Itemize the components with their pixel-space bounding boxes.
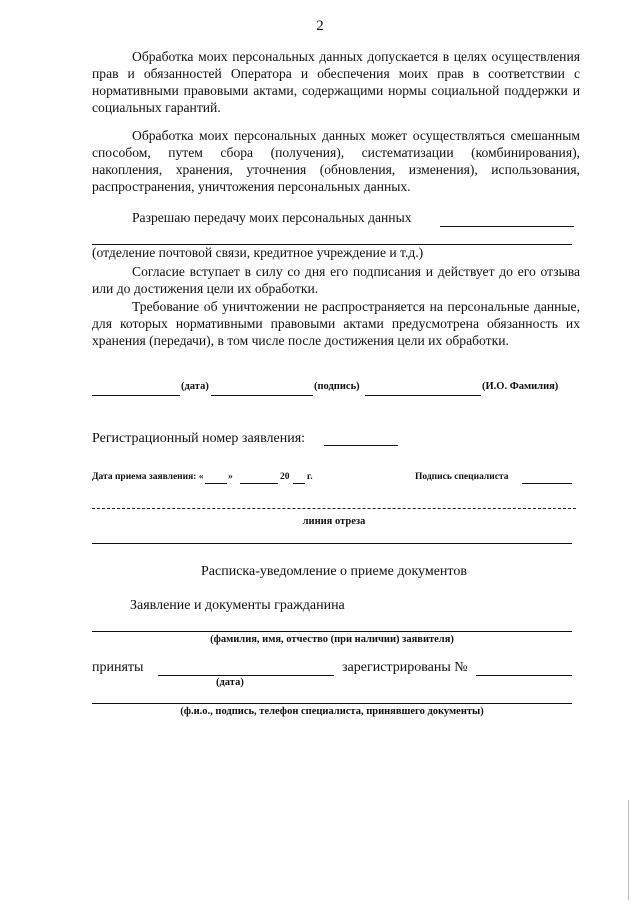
year-prefix: 20 (280, 472, 290, 482)
page-number: 2 (316, 18, 324, 34)
accepted-label: приняты (92, 660, 144, 675)
accepted-date-line[interactable] (158, 675, 334, 676)
date-quote-close: » (228, 472, 233, 482)
transfer-permission-label: Разрешаю передачу моих персональных данных (132, 210, 412, 225)
specialist-info-line[interactable] (92, 703, 572, 704)
accepted-date-note: (дата) (216, 677, 244, 688)
scan-edge-mark (628, 800, 629, 900)
registered-label: зарегистрированы № (342, 660, 468, 675)
cut-line (92, 508, 576, 509)
receipt-title: Расписка-уведомление о приеме документов (201, 564, 467, 579)
fullname-caption: (И.О. Фамилия) (482, 381, 559, 392)
date-caption: (дата) (181, 381, 209, 392)
registration-number-line[interactable] (324, 445, 398, 446)
cut-separator-line (92, 543, 572, 544)
applicant-name-line[interactable] (92, 631, 572, 632)
specialist-signature-label: Подпись специалиста (415, 472, 509, 482)
signature-caption: (подпись) (314, 381, 360, 392)
paragraph-destruction-exception: Требование об уничтожении не распространяется на персональные данные, для которых нормативными правовыми актами предусмотрена обязанность их хранения (передачи), в том числе после достижения цели их обработки. (92, 299, 580, 348)
paragraph-consent-validity: Согласие вступает в силу со дня его подписания и действует до его отзыва или до достижения цели их обработки. (92, 264, 580, 296)
receipt-docs-label: Заявление и документы гражданина (130, 598, 345, 613)
fullname-line[interactable] (365, 395, 481, 396)
registration-number-label: Регистрационный номер заявления: (92, 431, 306, 446)
applicant-name-note: (фамилия, имя, отчество (при наличии) заявителя) (210, 634, 454, 645)
date-line[interactable] (92, 395, 180, 396)
registered-number-line[interactable] (476, 675, 572, 676)
specialist-info-note: (ф.и.о., подпись, телефон специалиста, принявшего документы) (180, 706, 484, 717)
date-received-label: Дата приема заявления: « (92, 472, 204, 482)
date-received-year-line[interactable] (293, 483, 305, 484)
paragraph-processing-methods: Обработка моих персональных данных может осуществляться смешанным способом, путем сбора (получения), систематизации (комбинирования), накопления, хранения, уточнения (обновления, изменения), использования, распространения, уничтожения персональных данных. (92, 128, 580, 194)
specialist-signature-line[interactable] (522, 483, 572, 484)
transfer-recipient-note: (отделение почтовой связи, кредитное учреждение и т.д.) (92, 245, 424, 260)
year-suffix: г. (307, 472, 313, 482)
date-received-day-line[interactable] (205, 483, 227, 484)
date-received-month-line[interactable] (240, 483, 278, 484)
cut-line-label: линия отреза (302, 516, 366, 527)
transfer-recipient-line[interactable] (440, 226, 574, 227)
paragraph-processing-purpose: Обработка моих персональных данных допускается в целях осуществления прав и обязанностей Оператора и обеспечения моих прав в соответствии с нормативными правовыми актами, содержащими нормы социальной поддержки и социальных гарантий. (92, 49, 580, 115)
signature-line[interactable] (211, 395, 313, 396)
